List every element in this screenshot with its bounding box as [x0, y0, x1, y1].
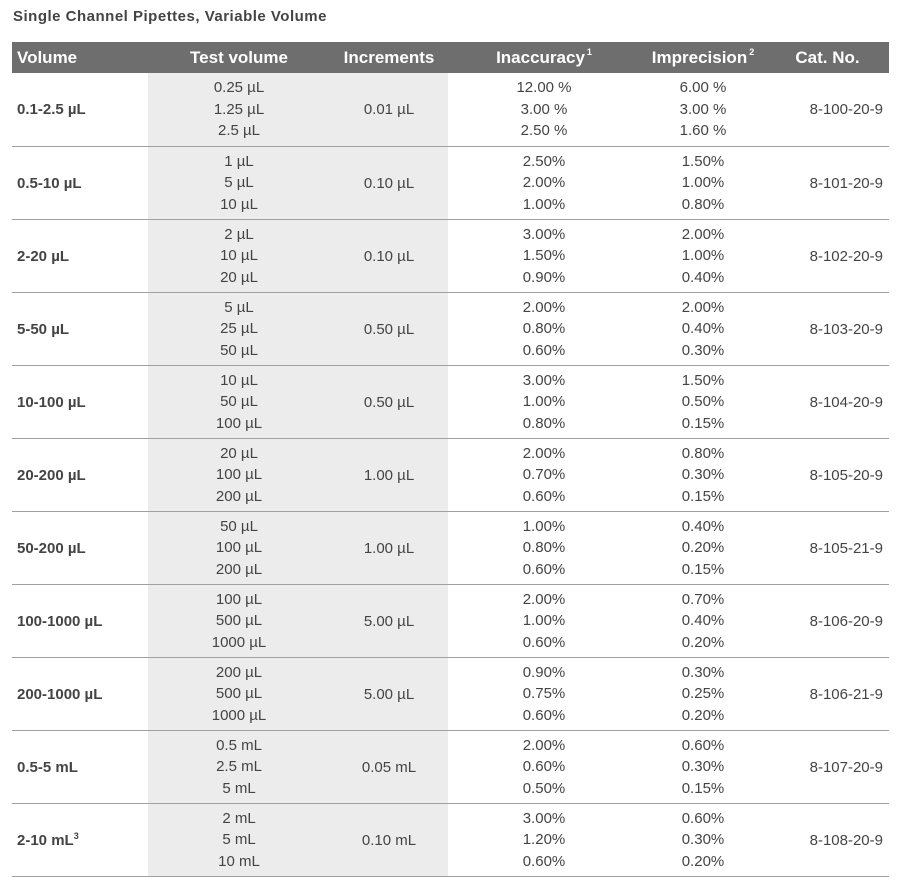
volume-range: 5-50 µL — [17, 320, 69, 338]
volume-range: 0.5-5 mL — [17, 758, 78, 776]
test-volume-cell-value: 5 mL — [222, 831, 256, 849]
inaccuracy-cell — [448, 220, 640, 293]
increment-cell: 0.05 mL — [330, 731, 448, 804]
inaccuracy-cell-value: 0.90% — [522, 268, 566, 286]
inaccuracy-cell-value: 2.00% — [522, 298, 566, 316]
inaccuracy-cell — [448, 366, 640, 439]
imprecision-cell-value: 2.00% — [681, 298, 725, 316]
imprecision-cell-values — [640, 662, 766, 727]
inaccuracy-cell — [448, 73, 640, 147]
test-volume-cell-value: 200 µL — [215, 663, 263, 681]
test-volume-cell-value: 0.25 µL — [213, 79, 265, 97]
test-volume-cell-value: 1 µL — [224, 152, 254, 170]
inaccuracy-cell-value: 12.00 % — [516, 79, 572, 97]
header-imprecision-label: Imprecision — [651, 47, 748, 67]
test-volume-cell — [148, 293, 330, 366]
inaccuracy-cell-values — [448, 808, 640, 873]
inaccuracy-cell-value: 2.00% — [522, 590, 566, 608]
header-test-volume: Test volume — [148, 42, 330, 73]
increment-cell: 1.00 µL — [330, 439, 448, 512]
imprecision-cell-values — [640, 224, 766, 289]
inaccuracy-cell-values — [448, 735, 640, 800]
test-volume-cell-value: 2 µL — [224, 225, 254, 243]
test-volume-cell-value: 20 µL — [220, 268, 258, 286]
imprecision-cell-value: 0.20% — [681, 633, 725, 651]
table-row — [12, 439, 889, 512]
volume-cell — [12, 73, 148, 147]
test-volume-cell — [148, 658, 330, 731]
table-row — [12, 147, 889, 220]
imprecision-cell-value: 1.50% — [681, 371, 725, 389]
imprecision-cell-value: 6.00 % — [679, 79, 727, 97]
imprecision-cell-value: 2.00% — [681, 225, 725, 243]
imprecision-cell-value: 0.70% — [681, 590, 725, 608]
test-volume-cell-value: 100 µL — [215, 539, 263, 557]
cat-no-cell: 8-105-20-9 — [766, 439, 889, 512]
inaccuracy-cell-value: 0.60% — [522, 852, 566, 870]
imprecision-cell-value: 0.80% — [681, 444, 725, 462]
volume-footnote: 3 — [73, 830, 79, 841]
increment-cell: 0.10 mL — [330, 804, 448, 877]
imprecision-cell-values — [640, 77, 766, 142]
volume-range: 0.5-10 µL — [17, 174, 82, 192]
volume-range: 2-10 mL — [17, 831, 74, 849]
volume-range: 100-1000 µL — [17, 612, 103, 630]
header-inaccuracy-label: Inaccuracy — [496, 47, 585, 67]
inaccuracy-cell-value: 2.50% — [522, 152, 566, 170]
page-title: Single Channel Pipettes, Variable Volume — [13, 8, 327, 25]
imprecision-cell-value: 0.30% — [681, 466, 725, 484]
test-volume-cell — [148, 147, 330, 220]
inaccuracy-cell-value: 0.70% — [522, 466, 566, 484]
imprecision-cell-value: 0.40% — [681, 517, 725, 535]
inaccuracy-cell-value: 0.75% — [522, 685, 566, 703]
test-volume-cell-values — [148, 808, 330, 873]
imprecision-cell-value: 1.60 % — [679, 122, 727, 140]
test-volume-cell-value: 500 µL — [215, 685, 263, 703]
inaccuracy-cell-value: 0.60% — [522, 341, 566, 359]
test-volume-cell-value: 0.5 mL — [216, 736, 262, 754]
test-volume-cell-value: 1000 µL — [211, 633, 267, 651]
inaccuracy-cell-values — [448, 151, 640, 216]
inaccuracy-cell — [448, 585, 640, 658]
test-volume-cell-value: 25 µL — [220, 320, 258, 338]
increment-cell: 0.01 µL — [330, 73, 448, 147]
imprecision-cell-values — [640, 151, 766, 216]
imprecision-cell-values — [640, 589, 766, 654]
inaccuracy-cell — [448, 804, 640, 877]
imprecision-cell-value: 0.30% — [681, 758, 725, 776]
imprecision-cell — [640, 585, 766, 658]
inaccuracy-cell-value: 1.00% — [522, 517, 566, 535]
volume-cell — [12, 512, 148, 585]
inaccuracy-cell-value: 1.00% — [522, 195, 566, 213]
imprecision-cell-value: 0.30% — [681, 831, 725, 849]
inaccuracy-cell-value: 1.00% — [522, 393, 566, 411]
imprecision-cell-value: 0.60% — [681, 736, 725, 754]
test-volume-cell-values — [148, 589, 330, 654]
increment-cell: 5.00 µL — [330, 585, 448, 658]
header-volume: Volume — [12, 42, 148, 73]
imprecision-cell-value: 0.20% — [681, 539, 725, 557]
test-volume-cell-values — [148, 77, 330, 142]
imprecision-cell-value: 1.00% — [681, 174, 725, 192]
imprecision-cell-values — [640, 808, 766, 873]
inaccuracy-cell-value: 0.80% — [522, 320, 566, 338]
test-volume-cell-values — [148, 370, 330, 435]
test-volume-cell-value: 1000 µL — [211, 706, 267, 724]
cat-no-cell: 8-107-20-9 — [766, 731, 889, 804]
inaccuracy-cell-value: 2.00% — [522, 444, 566, 462]
imprecision-cell — [640, 439, 766, 512]
imprecision-cell-value: 0.50% — [681, 393, 725, 411]
test-volume-cell-value: 100 µL — [215, 466, 263, 484]
cat-no-cell: 8-102-20-9 — [766, 220, 889, 293]
test-volume-cell-values — [148, 224, 330, 289]
table-row — [12, 658, 889, 731]
test-volume-cell-value: 2.5 mL — [216, 758, 262, 776]
imprecision-cell-value: 0.30% — [681, 663, 725, 681]
cat-no-cell: 8-104-20-9 — [766, 366, 889, 439]
imprecision-cell-value: 0.40% — [681, 268, 725, 286]
test-volume-cell-values — [148, 443, 330, 508]
imprecision-cell-values — [640, 516, 766, 581]
table-row — [12, 731, 889, 804]
imprecision-cell-value: 0.30% — [681, 341, 725, 359]
imprecision-cell — [640, 220, 766, 293]
imprecision-cell — [640, 658, 766, 731]
inaccuracy-cell — [448, 293, 640, 366]
inaccuracy-cell-value: 0.90% — [522, 663, 566, 681]
cat-no-cell: 8-106-20-9 — [766, 585, 889, 658]
test-volume-cell-value: 5 µL — [224, 174, 254, 192]
inaccuracy-cell-value: 0.60% — [522, 487, 566, 505]
volume-cell — [12, 804, 148, 877]
inaccuracy-cell-values — [448, 297, 640, 362]
table-row — [12, 585, 889, 658]
test-volume-cell-value: 50 µL — [220, 341, 258, 359]
test-volume-cell — [148, 585, 330, 658]
inaccuracy-cell-value: 1.50% — [522, 247, 566, 265]
volume-range: 2-20 µL — [17, 247, 69, 265]
test-volume-cell — [148, 220, 330, 293]
test-volume-cell-value: 100 µL — [215, 590, 263, 608]
inaccuracy-cell — [448, 658, 640, 731]
volume-range: 50-200 µL — [17, 539, 86, 557]
imprecision-cell-value: 1.00% — [681, 247, 725, 265]
imprecision-cell-value: 1.50% — [681, 152, 725, 170]
inaccuracy-cell-value: 3.00% — [522, 809, 566, 827]
inaccuracy-cell — [448, 512, 640, 585]
test-volume-cell-value: 5 µL — [224, 298, 254, 316]
imprecision-cell-value: 3.00 % — [679, 100, 727, 118]
volume-range: 200-1000 µL — [17, 685, 103, 703]
imprecision-cell-value: 0.15% — [681, 779, 725, 797]
test-volume-cell-value: 2 mL — [222, 809, 256, 827]
imprecision-cell — [640, 804, 766, 877]
test-volume-cell-value: 10 µL — [220, 371, 258, 389]
imprecision-cell-values — [640, 297, 766, 362]
header-increments: Increments — [330, 42, 448, 73]
test-volume-cell-value: 2.5 µL — [217, 122, 260, 140]
test-volume-cell-values — [148, 151, 330, 216]
table-body — [12, 73, 889, 877]
table-header — [12, 42, 889, 73]
volume-cell — [12, 585, 148, 658]
test-volume-cell — [148, 804, 330, 877]
inaccuracy-cell-value: 0.80% — [522, 414, 566, 432]
inaccuracy-cell-value: 3.00 % — [520, 100, 568, 118]
header-inaccuracy-footnote: 1 — [586, 46, 592, 57]
increment-cell: 1.00 µL — [330, 512, 448, 585]
volume-cell — [12, 439, 148, 512]
imprecision-cell-value: 0.40% — [681, 612, 725, 630]
imprecision-cell-values — [640, 443, 766, 508]
cat-no-cell: 8-105-21-9 — [766, 512, 889, 585]
inaccuracy-cell-values — [448, 77, 640, 142]
volume-cell — [12, 731, 148, 804]
test-volume-cell-values — [148, 297, 330, 362]
increment-cell: 0.10 µL — [330, 147, 448, 220]
inaccuracy-cell-value: 1.20% — [522, 831, 566, 849]
test-volume-cell-value: 50 µL — [220, 517, 258, 535]
inaccuracy-cell — [448, 439, 640, 512]
test-volume-cell-value: 100 µL — [215, 414, 263, 432]
imprecision-cell-value: 0.15% — [681, 560, 725, 578]
imprecision-cell-value: 0.80% — [681, 195, 725, 213]
imprecision-cell — [640, 366, 766, 439]
inaccuracy-cell-value: 2.00% — [522, 736, 566, 754]
increment-cell: 5.00 µL — [330, 658, 448, 731]
test-volume-cell-value: 10 mL — [218, 852, 260, 870]
imprecision-cell-value: 0.60% — [681, 809, 725, 827]
imprecision-cell — [640, 147, 766, 220]
cat-no-cell: 8-100-20-9 — [766, 73, 889, 147]
test-volume-cell-values — [148, 662, 330, 727]
table-row — [12, 512, 889, 585]
test-volume-cell-value: 10 µL — [220, 247, 258, 265]
cat-no-cell: 8-101-20-9 — [766, 147, 889, 220]
test-volume-cell-value: 500 µL — [215, 612, 263, 630]
inaccuracy-cell-value: 0.60% — [522, 560, 566, 578]
increment-cell: 0.50 µL — [330, 293, 448, 366]
imprecision-cell-values — [640, 735, 766, 800]
volume-range: 20-200 µL — [17, 466, 86, 484]
inaccuracy-cell-value: 0.60% — [522, 706, 566, 724]
test-volume-cell — [148, 512, 330, 585]
imprecision-cell — [640, 512, 766, 585]
volume-cell — [12, 220, 148, 293]
test-volume-cell-value: 200 µL — [215, 487, 263, 505]
test-volume-cell-value: 200 µL — [215, 560, 263, 578]
test-volume-cell-values — [148, 735, 330, 800]
test-volume-cell-value: 20 µL — [220, 444, 258, 462]
inaccuracy-cell — [448, 147, 640, 220]
imprecision-cell — [640, 293, 766, 366]
imprecision-cell-values — [640, 370, 766, 435]
test-volume-cell — [148, 73, 330, 147]
inaccuracy-cell — [448, 731, 640, 804]
imprecision-cell-value: 0.25% — [681, 685, 725, 703]
inaccuracy-cell-value: 3.00% — [522, 371, 566, 389]
header-row — [12, 42, 889, 73]
volume-cell — [12, 658, 148, 731]
imprecision-cell-value: 0.15% — [681, 414, 725, 432]
table-row — [12, 293, 889, 366]
increment-cell: 0.10 µL — [330, 220, 448, 293]
pipette-spec-table — [12, 42, 889, 877]
test-volume-cell-values — [148, 516, 330, 581]
inaccuracy-cell-value: 2.00% — [522, 174, 566, 192]
test-volume-cell — [148, 731, 330, 804]
inaccuracy-cell-values — [448, 516, 640, 581]
inaccuracy-cell-value: 2.50 % — [520, 122, 568, 140]
volume-cell — [12, 147, 148, 220]
header-imprecision — [640, 42, 766, 73]
inaccuracy-cell-value: 3.00% — [522, 225, 566, 243]
increment-cell: 0.50 µL — [330, 366, 448, 439]
imprecision-cell-value: 0.40% — [681, 320, 725, 338]
inaccuracy-cell-values — [448, 443, 640, 508]
inaccuracy-cell-value: 0.50% — [522, 779, 566, 797]
header-inaccuracy — [448, 42, 640, 73]
table-row — [12, 366, 889, 439]
test-volume-cell-value: 1.25 µL — [213, 100, 265, 118]
test-volume-cell-value: 10 µL — [220, 195, 258, 213]
table-row — [12, 220, 889, 293]
inaccuracy-cell-value: 0.60% — [522, 633, 566, 651]
imprecision-cell-value: 0.20% — [681, 852, 725, 870]
table-row — [12, 73, 889, 147]
volume-cell — [12, 366, 148, 439]
test-volume-cell-value: 50 µL — [220, 393, 258, 411]
test-volume-cell — [148, 366, 330, 439]
test-volume-cell-value: 5 mL — [222, 779, 256, 797]
header-imprecision-footnote: 2 — [749, 46, 755, 57]
inaccuracy-cell-values — [448, 370, 640, 435]
cat-no-cell: 8-103-20-9 — [766, 293, 889, 366]
volume-range: 10-100 µL — [17, 393, 86, 411]
test-volume-cell — [148, 439, 330, 512]
cat-no-cell: 8-106-21-9 — [766, 658, 889, 731]
inaccuracy-cell-value: 1.00% — [522, 612, 566, 630]
table-row — [12, 804, 889, 877]
inaccuracy-cell-values — [448, 589, 640, 654]
imprecision-cell — [640, 731, 766, 804]
header-cat-no: Cat. No. — [766, 42, 889, 73]
inaccuracy-cell-value: 0.80% — [522, 539, 566, 557]
inaccuracy-cell-values — [448, 224, 640, 289]
imprecision-cell-value: 0.20% — [681, 706, 725, 724]
cat-no-cell: 8-108-20-9 — [766, 804, 889, 877]
volume-range: 0.1-2.5 µL — [17, 101, 86, 118]
inaccuracy-cell-value: 0.60% — [522, 758, 566, 776]
volume-cell — [12, 293, 148, 366]
imprecision-cell — [640, 73, 766, 147]
imprecision-cell-value: 0.15% — [681, 487, 725, 505]
inaccuracy-cell-values — [448, 662, 640, 727]
